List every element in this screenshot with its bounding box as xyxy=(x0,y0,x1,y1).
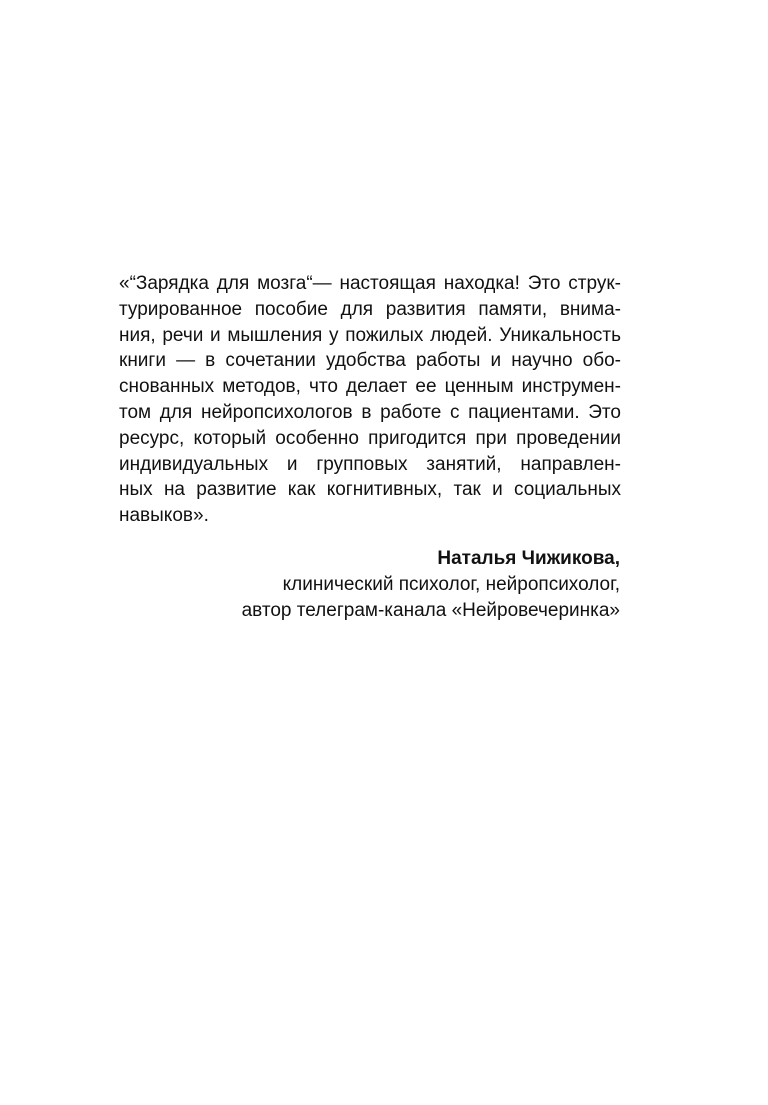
author-role: клинический психолог, нейропсихолог, xyxy=(282,573,620,595)
quote-line: ресурс, который особенно пригодится при проведении xyxy=(119,427,621,449)
quote-line: ния, речи и мышления у пожилых людей. Уникальность xyxy=(119,324,621,346)
quote-line: том для нейропсихологов в работе с пациентами. Это xyxy=(119,401,621,423)
quote-attribution xyxy=(242,546,620,623)
author-name: Наталья Чижикова, xyxy=(437,548,620,569)
quote-line: ных на развитие как когнитивных, так и социальных xyxy=(119,479,621,501)
quote-line: навыков». xyxy=(119,505,209,527)
quote-line: снованных методов, что делает ее ценным инструмен- xyxy=(119,376,621,398)
testimonial-quote xyxy=(119,271,621,529)
quote-line: турированное пособие для развития памяти, внима- xyxy=(119,298,621,320)
quote-line: книги — в сочетании удобства работы и научно обо- xyxy=(119,350,621,372)
author-channel: автор телеграм-канала «Нейровечеринка» xyxy=(241,599,620,621)
quote-line: индивидуальных и групповых занятий, направлен- xyxy=(119,453,621,475)
quote-line: «“Зарядка для мозга“— настоящая находка! Это струк- xyxy=(119,273,621,294)
